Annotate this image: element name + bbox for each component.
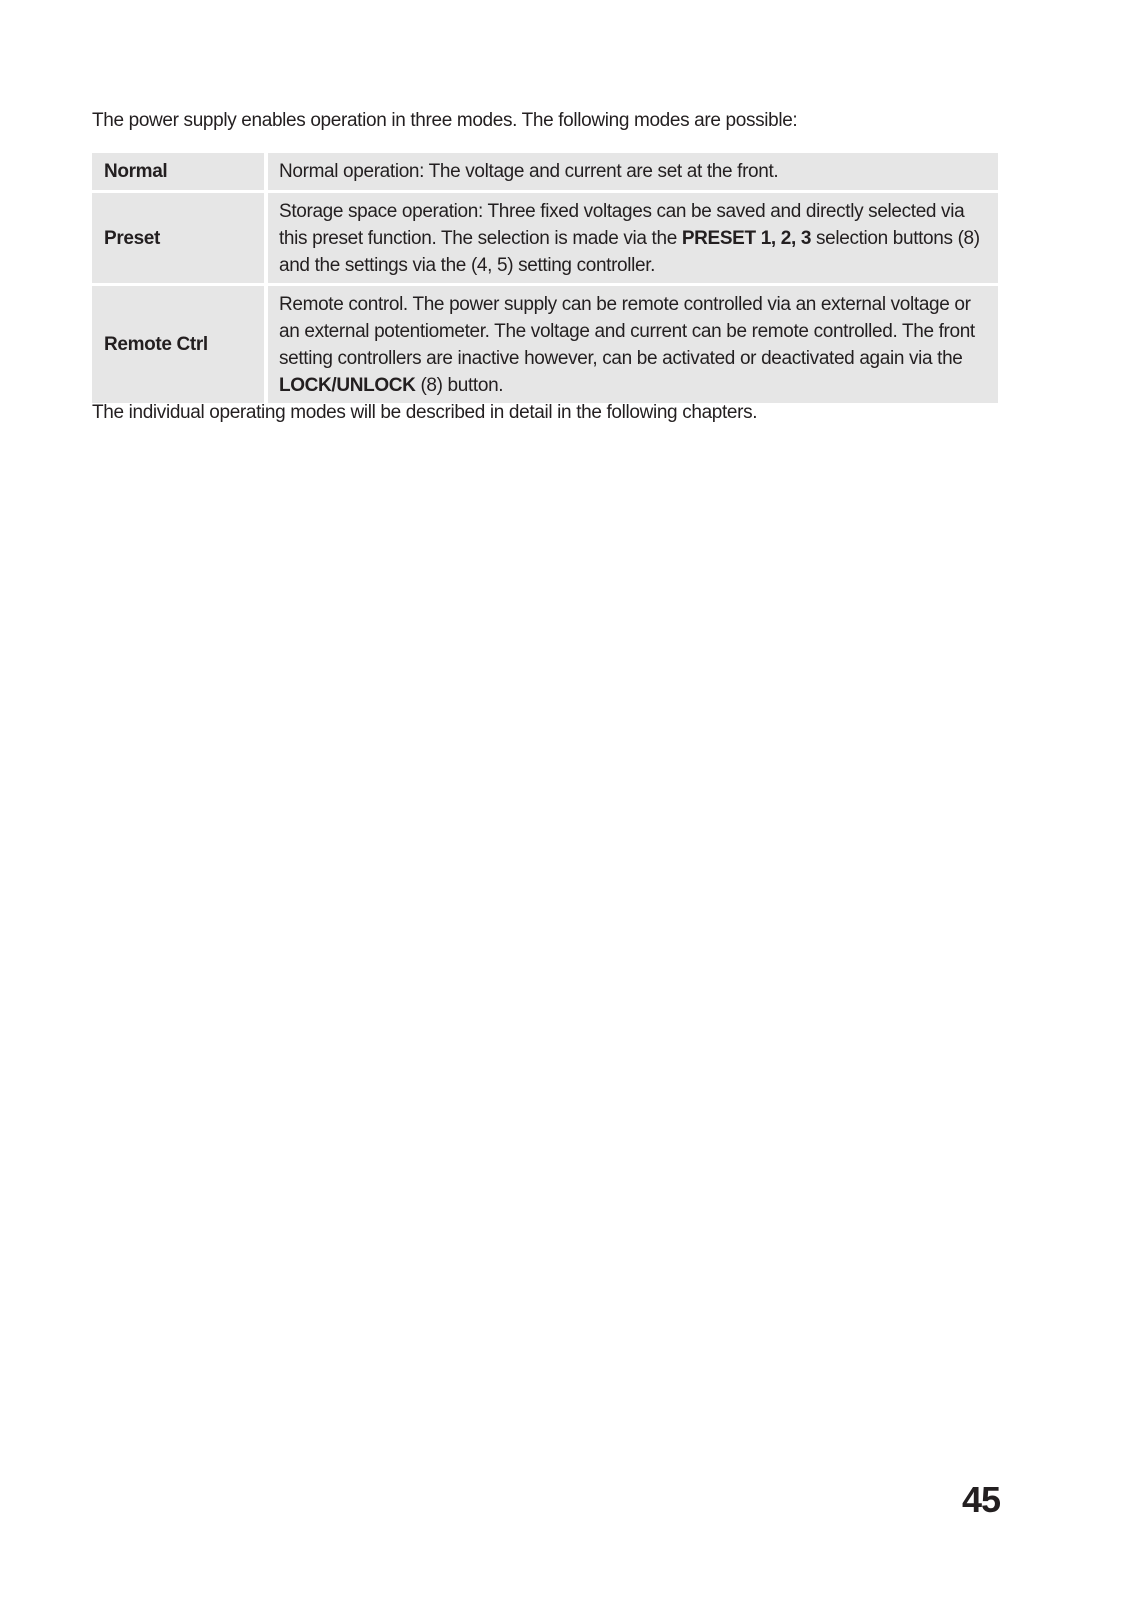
- mode-description-remote: [268, 286, 998, 406]
- mode-name-remote: Remote Ctrl: [92, 286, 268, 406]
- table-row-preset: [92, 193, 998, 286]
- preset-desc-text: Storage space operation: Three fixed voltages can be saved and directly selected via this preset function. The selection is made via the: [279, 200, 965, 249]
- remote-desc-text: Remote control. The power supply can be remote controlled via an external voltage or an external potentiometer. The voltage and current can be remote controlled. The front setting controllers are inactive however, can be activated or deactivated again via the: [279, 293, 975, 369]
- table-row-remote: [92, 286, 998, 406]
- mode-name-preset: Preset: [92, 193, 268, 286]
- outro-paragraph: The individual operating modes will be described in detail in the following chapters.: [92, 402, 758, 423]
- mode-description-preset: [268, 193, 998, 286]
- mode-name-normal: Normal: [92, 153, 268, 193]
- lock-unlock-label: LOCK/UNLOCK: [279, 374, 416, 396]
- intro-paragraph: The power supply enables operation in three modes. The following modes are possible:: [92, 110, 798, 131]
- mode-description-normal: Normal operation: The voltage and current are set at the front.: [268, 153, 998, 193]
- page-number: 45: [961, 1479, 1000, 1520]
- operating-modes-table: [92, 153, 998, 406]
- table-row-normal: [92, 153, 998, 193]
- preset-buttons-label: PRESET 1, 2, 3: [681, 227, 812, 249]
- preset-desc-text-end: selection buttons (8) and the settings via the (4, 5) setting controller.: [279, 227, 980, 276]
- remote-desc-text-end: (8) button.: [415, 374, 504, 396]
